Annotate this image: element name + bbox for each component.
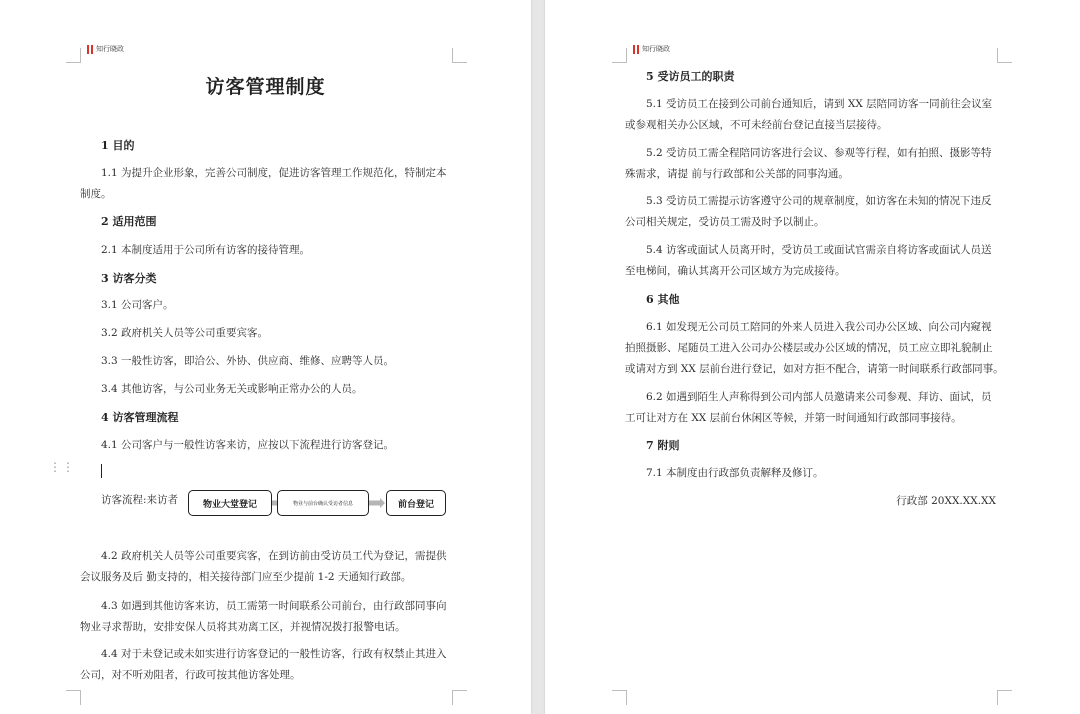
section-heading: 2 适用范围 (101, 215, 157, 228)
paragraph-line: 6.2 如遇到陌生人声称得到公司内部人员邀请来公司参观、拜访、面试，员 (646, 391, 992, 403)
paragraph-line: 1.1 为提升企业形象，完善公司制度，促进访客管理工作规范化，特制定本 (101, 167, 447, 179)
paragraph-line: 4.1 公司客户与一般性访客来访，应按以下流程进行访客登记。 (101, 439, 395, 451)
margin-corner-mark (66, 690, 81, 705)
paragraph-line: 或参观相关办公区域，不可未经前台登记直接当层接待。 (625, 119, 888, 131)
paragraph-line: 6.1 如发现无公司员工陪同的外来人员进入我公司办公区域、向公司内窥视 (646, 321, 992, 333)
paragraph-line: 7.1 本制度由行政部负责解释及修订。 (646, 467, 824, 479)
flow-arrow-icon (369, 498, 385, 508)
paragraph-line: 5.2 受访员工需全程陪同访客进行会议、参观等行程，如有拍照、摄影等特 (646, 147, 992, 159)
section-heading: 3 访客分类 (101, 272, 157, 285)
paragraph-line: 工可让对方在 XX 层前台休闲区等候，并第一时间通知行政部同事接待。 (625, 412, 962, 424)
logo-text: 知行晓政 (642, 45, 670, 53)
paragraph-line: 2.1 本制度适用于公司所有访客的接待管理。 (101, 244, 311, 256)
paragraph-line: 或请对方到 XX 层前台进行登记，如对方拒不配合，请第一时间联系行政部同事。 (625, 363, 1004, 375)
paragraph-line: 5.4 访客或面试人员离开时，受访员工或面试官需亲自将访客或面试人员送 (646, 244, 992, 256)
section-heading: 6 其他 (646, 293, 680, 306)
document-page-left (0, 0, 531, 714)
flow-step-box[interactable]: 前台登记 (386, 490, 446, 516)
paragraph-line: 4.4 对于未登记或未如实进行访客登记的一般性访客，行政有权禁止其进入 (101, 648, 447, 660)
margin-corner-mark (612, 48, 627, 63)
logo-mark-icon (633, 45, 639, 54)
paragraph-line: 会议服务及后 勤支持的，相关接待部门应至少提前 1-2 天通知行政部。 (80, 571, 412, 583)
paragraph-line: 3.1 公司客户。 (101, 299, 174, 311)
paragraph-line: 物业寻求帮助，安排安保人员将其劝离工区，并视情况拨打报警电话。 (80, 621, 406, 633)
paragraph-line: 5.1 受访员工在接到公司前台通知后，请到 XX 层陪同访客一同前往会议室 (646, 98, 993, 110)
drag-handle-icon[interactable]: ⋮⋮ (49, 460, 75, 474)
paragraph-line: 至电梯间，确认其离开公司区域方为完成接待。 (625, 265, 846, 277)
paragraph-line: 5.3 受访员工需提示访客遵守公司的规章制度，如访客在未知的情况下违反 (646, 195, 992, 207)
paragraph-line: 拍照摄影、尾随员工进入公司办公楼层或办公区域的情况，员工应立即礼貌制止 (625, 342, 993, 354)
section-heading: 4 访客管理流程 (101, 411, 179, 424)
logo-mark-icon (87, 45, 93, 54)
margin-corner-mark (452, 690, 467, 705)
margin-corner-mark (612, 690, 627, 705)
paragraph-line: 公司，对不听劝阻者，行政可按其他访客处理。 (80, 669, 301, 681)
paragraph-line: 3.4 其他访客，与公司业务无关或影响正常办公的人员。 (101, 383, 363, 395)
margin-corner-mark (997, 48, 1012, 63)
paragraph-line: 4.3 如遇到其他访客来访，员工需第一时间联系公司前台，由行政部同事向 (101, 600, 447, 612)
section-heading: 7 附则 (646, 439, 680, 452)
logo-text: 知行晓政 (96, 45, 124, 53)
paragraph-line: 3.2 政府机关人员等公司重要宾客。 (101, 327, 269, 339)
header-logo (633, 44, 670, 54)
paragraph-line: 制度。 (80, 188, 112, 200)
paragraph-line: 3.3 一般性访客，即洽公、外协、供应商、维修、应聘等人员。 (101, 355, 395, 367)
signature-line: 行政部 20XX.XX.XX (896, 495, 996, 507)
document-page-right (545, 0, 1080, 714)
margin-corner-mark (452, 48, 467, 63)
flow-step-box[interactable]: 物业大堂登记 (188, 490, 272, 516)
flow-label: 访客流程:来访者 (101, 494, 179, 506)
paragraph-line: 4.2 政府机关人员等公司重要宾客，在到访前由受访员工代为登记，需提供 (101, 550, 447, 562)
header-logo (87, 44, 124, 54)
section-heading: 5 受访员工的职责 (646, 70, 735, 83)
paragraph-line: 公司相关规定，受访员工需及时予以制止。 (625, 216, 825, 228)
margin-corner-mark (66, 48, 81, 63)
flow-step-box[interactable]: 物业与前台确认受访者信息 (277, 490, 369, 516)
section-heading: 1 目的 (101, 139, 135, 152)
paragraph-line: 殊需求，请提 前与行政部和公关部的同事沟通。 (625, 168, 849, 180)
text-cursor (101, 464, 102, 478)
document-title: 访客管理制度 (205, 76, 326, 98)
margin-corner-mark (997, 690, 1012, 705)
